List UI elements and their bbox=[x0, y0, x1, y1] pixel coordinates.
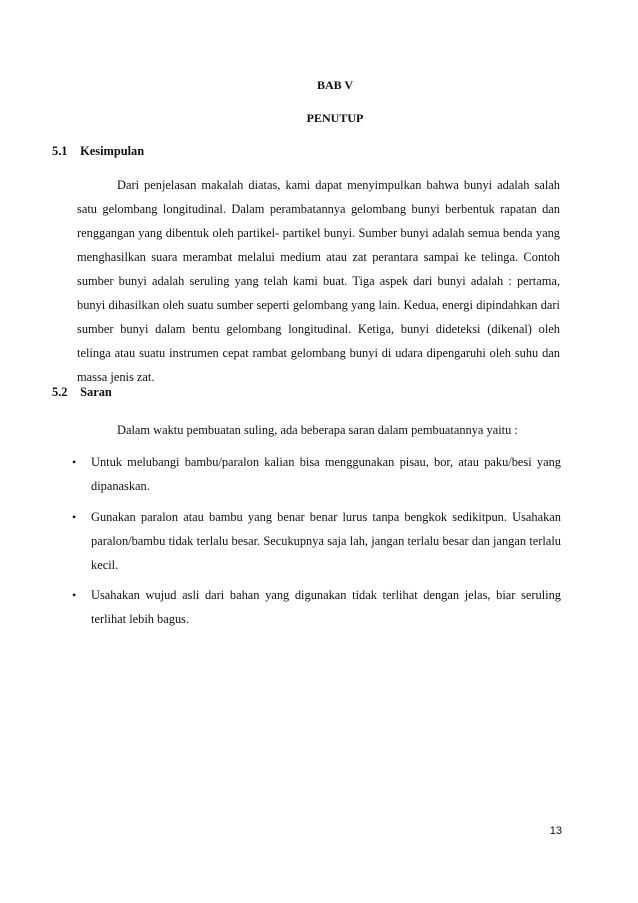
section-number: 5.2 bbox=[52, 385, 68, 399]
section-title: Kesimpulan bbox=[80, 144, 145, 158]
kesimpulan-paragraph: Dari penjelasan makalah diatas, kami dapat menyimpulkan bahwa bunyi adalah salah satu gelombang longitudinal. Dalam perambatannya gelombang bunyi berbentuk rapatan dan renggangan yang dibentuk oleh partikel- partikel bunyi. Sumber bunyi adalah semua benda yang menghasilkan suara merambat melalui medium atau zat perantara sampai ke telinga. Contoh sumber bunyi adalah seruling yang telah kami buat. Tiga aspek dari bunyi adalah : pertama, bunyi dihasilkan oleh suatu sumber seperti gelombang yang lain. Kedua, energi dipindahkan dari sumber bunyi dalam bentu gelombang longitudinal. Ketiga, bunyi dideteksi (dikenal) oleh telinga atau suatu instrumen cepat rambat gelombang bunyi di udara dipengaruhi oleh suhu dan massa jenis zat. bbox=[77, 178, 560, 384]
list-item-text: Untuk melubangi bambu/paralon kalian bisa menggunakan pisau, bor, atau paku/besi yang dipanaskan. bbox=[91, 455, 561, 493]
section-title: Saran bbox=[80, 385, 112, 399]
chapter-label: BAB V bbox=[316, 78, 354, 92]
list-item-text: Usahakan wujud asli dari bahan yang digunakan tidak terlihat dengan jelas, biar seruling terlihat lebih bagus. bbox=[91, 588, 561, 626]
section-heading-kesimpulan bbox=[52, 144, 144, 159]
page-number: 13 bbox=[549, 825, 562, 837]
saran-paragraph: Dalam waktu pembuatan suling, ada beberapa saran dalam pembuatannya yaitu : bbox=[117, 423, 518, 437]
bullet-icon: • bbox=[72, 455, 77, 469]
chapter-title: PENUTUP bbox=[306, 111, 364, 125]
section-heading-saran bbox=[52, 385, 112, 400]
bullet-icon: • bbox=[72, 510, 77, 524]
list-item-text: Gunakan paralon atau bambu yang benar benar lurus tanpa bengkok sedikitpun. Usahakan paralon/bambu tidak terlalu besar. Secukupnya saja lah, jangan terlalu besar dan jangan terlalu kecil. bbox=[91, 510, 561, 572]
bullet-icon: • bbox=[72, 588, 77, 602]
section-number: 5.1 bbox=[52, 144, 68, 158]
